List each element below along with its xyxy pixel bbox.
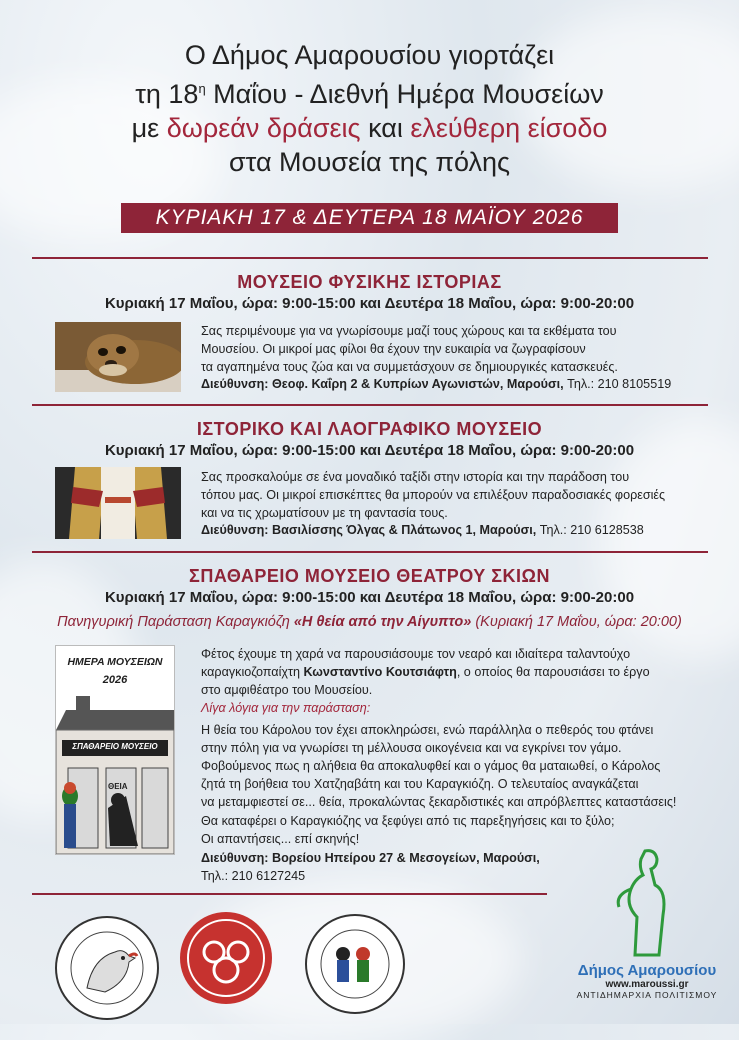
description-line: Σας προσκαλούμε σε ένα μοναδικό ταξίδι στην ιστορία και την παράδοση του [201, 470, 630, 484]
museum-description [201, 322, 711, 376]
description-line: Μουσείου. Οι μικροί μας φίλοι θα έχουν την ευκαιρία να ζωγραφίσουν [201, 342, 586, 356]
headline-line-4: στα Μουσεία της πόλης [229, 147, 510, 177]
poster-heading: ΗΜΕΡΑ ΜΟΥΣΕΙΩΝ [67, 656, 163, 668]
phone-number: Τηλ.: 210 8105519 [567, 377, 672, 391]
event-play-title: «Η θεία από την Αίγυπτο» [293, 614, 472, 630]
poster-header [0, 38, 739, 179]
headline-highlight-free-entry: ελεύθερη είσοδο [410, 113, 608, 143]
address-text: Διεύθυνση: Θεοφ. Καΐρη 2 & Κυπρίων Αγωνιστών, Μαρούσι, [201, 377, 568, 391]
brand-name: Δήμος Αμαρουσίου [577, 962, 717, 979]
description-line: στο αμφιθέατρο του Μουσείου. [201, 683, 373, 697]
phone-number: Τηλ.: 210 6128538 [539, 523, 644, 537]
description-line: Φέτος έχουμε τη χαρά να παρουσιάσουμε τον νεαρό και ιδιαίτερα ταλαντούχο [201, 647, 631, 661]
museum-title-shadow-theatre: ΣΠΑΘΑΡΕΙΟ ΜΟΥΣΕΙΟ ΘΕΑΤΡΟΥ ΣΚΙΩΝ [189, 566, 550, 586]
history-folklore-museum-logo [180, 912, 272, 1004]
description-line: Σας περιμένουμε για να γνωρίσουμε μαζί τους χώρους και τα εκθέματα του [201, 324, 617, 338]
museum-address [201, 377, 671, 391]
address-text: Διεύθυνση: Βασιλίσσης Όλγας & Πλάτωνος 1, Μαρούσι, [201, 523, 540, 537]
description-line: τα αγαπημένα τους ζώα και να συμμετάσχουν σε δημιουργικές κατασκευές. [201, 360, 618, 374]
story-line: Η θεία του Κάρολου τον έχει αποκληρώσει, ενώ παράλληλα ο πεθερός του φτάνει [201, 723, 654, 737]
traditional-costume-photo [55, 467, 181, 539]
phone-number: Τηλ.: 210 6127245 [201, 869, 306, 883]
headline-line-3 [0, 111, 739, 145]
natural-history-museum-logo [55, 916, 159, 1020]
museum-address: Διεύθυνση: Βορείου Ηπείρου 27 & Μεσογείων, Μαρούσι, [201, 851, 540, 865]
museum-building-illustration [56, 696, 174, 854]
headline-text: και [360, 113, 411, 143]
museum-hours: Κυριακή 17 Μαΐου, ώρα: 9:00-15:00 και Δευτέρα 18 Μαΐου, ώρα: 9:00-20:00 [104, 589, 635, 606]
museum-description [201, 468, 716, 522]
story-text [201, 721, 726, 811]
story-line: ζητά τη βοήθεια του Χατζηαβάτη και του Καραγκιόζη. Ο τελευταίος αναγκάζεται [201, 777, 639, 791]
headline-highlight-free-activities: δωρεάν δράσεις [166, 113, 361, 143]
shadow-theatre-museum-logo [305, 914, 405, 1014]
poster-sign-text: ΣΠΑΘΑΡΕΙΟ ΜΟΥΣΕΙΟ [72, 742, 158, 751]
poster-year: 2026 [102, 674, 128, 686]
story-subheading: Λίγα λόγια για την παράσταση: [201, 701, 371, 715]
question-line: Θα καταφέρει ο Καραγκιόζης να ξεφύγει από τις παρεξηγήσεις και το ξύλο; [201, 814, 615, 828]
description-line: και να τις χρωματίσουν με τη φαντασία τους. [201, 506, 448, 520]
shadow-theatre-poster [55, 645, 175, 855]
description-text: , ο οποίος θα παρουσιάσει το έργο [456, 665, 650, 679]
municipality-brand [567, 962, 727, 1000]
question-line: Οι απαντήσεις... επί σκηνής! [201, 832, 360, 846]
description-text: καραγκιοζοπαίχτη [201, 665, 304, 679]
section-divider [32, 893, 547, 895]
date-banner: ΚΥΡΙΑΚΗ 17 & ΔΕΥΤΕΡΑ 18 ΜΑΪΟΥ 2026 [121, 203, 618, 233]
headline-line-2: τη $18^\eta$ Μαΐου - Διεθνή Ημέρα Μουσείων [135, 79, 604, 109]
otter-photo [55, 322, 181, 392]
description-line: τόπου μας. Οι μικροί επισκέπτες θα μπορούν να επιλέξουν παραδοσιακές φορεσιές [201, 488, 666, 502]
website-link[interactable]: www.maroussi.gr [605, 979, 689, 990]
poster-word: ΘΕΙΑ [108, 782, 128, 791]
performer-name: Κωνσταντίνο Κουτσιάφτη [303, 665, 457, 679]
headline-line-1: Ο Δήμος Αμαρουσίου γιορτάζει [184, 40, 555, 70]
closing-question [201, 812, 721, 848]
event-announcement [0, 614, 739, 630]
section-divider [32, 404, 708, 406]
story-line: στην πόλη για να γνωρίσει τη μέλλουσα οικογένεια και να εγκρίνει τον γάμο. [201, 741, 622, 755]
description-line [201, 663, 716, 681]
museum-hours: Κυριακή 17 Μαΐου, ώρα: 9:00-15:00 και Δευτέρα 18 Μαΐου, ώρα: 9:00-20:00 [104, 442, 635, 459]
maroussi-figure-icon [605, 845, 685, 960]
section-divider [32, 551, 708, 553]
event-time: (Κυριακή 17 Μαΐου, ώρα: 20:00) [471, 614, 682, 630]
headline-text: με [131, 113, 167, 143]
section-divider [32, 257, 708, 259]
story-line: Φοβούμενος πως η αλήθεια θα αποκαλυφθεί και ο γάμος θα ματαιωθεί, ο Κάρολος [201, 759, 661, 773]
museum-title-natural-history: ΜΟΥΣΕΙΟ ΦΥΣΙΚΗΣ ΙΣΤΟΡΙΑΣ [237, 272, 502, 292]
story-line: να μεταμφιεστεί σε... θεία, προκαλώντας ξεκαρδιστικές και απρόβλεπτες καταστάσεις! [201, 795, 677, 809]
event-text: Πανηγυρική Παράσταση Καραγκιόζη [57, 614, 294, 630]
museum-title-history-folklore: ΙΣΤΟΡΙΚΟ ΚΑΙ ΛΑΟΓΡΑΦΙΚΟ ΜΟΥΣΕΙΟ [196, 419, 543, 439]
museum-address [201, 523, 644, 537]
museum-hours: Κυριακή 17 Μαΐου, ώρα: 9:00-15:00 και Δευτέρα 18 Μαΐου, ώρα: 9:00-20:00 [104, 295, 635, 312]
event-description [201, 645, 716, 699]
department-tagline: ΑΝΤΙΔΗΜΑΡΧΙΑ ΠΟΛΙΤΙΣΜΟΥ [576, 990, 718, 1000]
